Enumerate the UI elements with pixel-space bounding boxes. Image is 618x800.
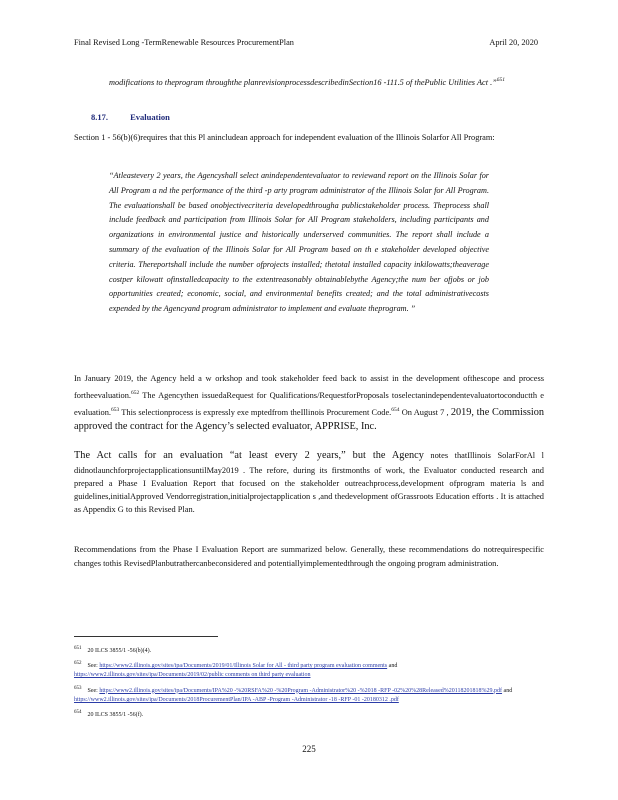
footnote-ref[interactable]: 654 [391, 406, 400, 413]
body-paragraph: Section 1 - 56(b)(6)requires that this Pl anincludean approach for independent evaluation of the Illinois Solarfor All Program: [74, 133, 495, 142]
footnote-text: See: [87, 663, 98, 670]
continued-quote [109, 73, 519, 90]
footnote-text: 20 ILCS 3855/1 -56(f). [87, 712, 144, 719]
paragraph-text: The Agencythen issuedaRequest for Qualifications/RequestforProposals toselectanindependentevaluatortoconductth e evaluation. [74, 390, 544, 417]
footnote-number: 651 [74, 646, 82, 651]
section-number: 8.17. [91, 112, 108, 122]
section-heading [91, 112, 190, 122]
footnote [74, 684, 548, 705]
footnote [74, 659, 548, 680]
body-paragraph [74, 448, 544, 516]
footnote [74, 708, 548, 720]
footnote-separator [74, 636, 218, 637]
page-number: 225 [302, 744, 316, 754]
footnote [74, 644, 548, 656]
footnote-link[interactable]: https://www2.illinois.gov/sites/ipa/Documents/2019/01/Illinois Solar for All - third party program evaluation comments [99, 663, 388, 670]
paragraph-text: This selectionprocess is expressly exe mptedfrom theIllinois Procurement Code. [119, 407, 392, 417]
footnote-ref[interactable]: 651 [496, 77, 506, 83]
paragraph-text: In January 2019, the Agency held a w orkshop and took stakeholder feed back to assist in the development ofthescope and process fortheevaluation. [74, 374, 544, 400]
paragraph-text: On August 7 , [399, 407, 449, 417]
body-paragraph [74, 372, 544, 434]
continued-quote-text: modifications to theprogram throughthe planrevisionprocessdescribedinSection16 -111.5 of thePublic Utilities Act .” [109, 77, 497, 87]
footnote-number: 654 [74, 710, 82, 716]
running-header [74, 38, 538, 47]
block-quote: “Atleastevery 2 years, the Agencyshall select anindependentevaluator to reviewand report on the Illinois Solar for All Program a nd the performance of the third -p arty program administrator of the Illinois Solar for All Program. The evaluationshall be based onobjectivecriteria developedthrougha publicstakeholder process. Theprocess shall include feedback and participation from Illinois Solar for All Program stakeholders, including participants and organizations in environmental justice and historically underserved communities. The report shall include a summary of the evaluation of the Illinois Solar for All Program based on th e stakeholder developed objective criteria. Thereportshall include the number ofprojects installed; thetotal installed capacity inkilowatts;theaverage costper kilowatt ofinstalledcapacity to the extentreasonably obtainablebythe Agency;the num ber ofjobs or job opportunities created; economic, social, and environmental benefits created; and the total administrativecosts expended by the Agencyand program administrator to implement and evaluate theprogram. ” [109, 171, 489, 314]
footnote-text: 20 ILCS 3855/1 -56(b)(4). [87, 648, 152, 654]
footnote-ref[interactable]: 652 [130, 390, 140, 396]
footnote-text: See: [87, 687, 98, 694]
footnotes [74, 644, 548, 723]
body-paragraph: Recommendations from the Phase I Evaluation Report are summarized below. Generally, these recommendations do notrequirespecific changes tothis RevisedPlanbutrathercanbeconsidered and potentiallyimplementedthrough the ongoing program administration. [74, 545, 544, 568]
footnote-link[interactable]: https://www2.illinois.gov/sites/ipa/Documents/2019/02/public comments on third party evaluation [74, 672, 311, 679]
paragraph-text: notes thatIllinois SolarForAl l didnotlaunchforprojectapplicationsuntilMay2019 . The refore, during its firstmonths of work, the Evaluator conducted research and prepared a Phase I Evaluation Report that focused on the stakeholder outreachprocess,development ofprogram materia ls and guidelines,initialApproved Vendorregistration,initialprojectapplication s ,and thedevelopment ofGrassroots Education efforts . It is attached as Appendix G to this Revised Plan. [74, 451, 544, 514]
footnote-text: and [502, 687, 513, 694]
footnote-text: and [387, 663, 398, 670]
section-title: Evaluation [130, 112, 170, 122]
header-date: April 20, 2020 [489, 38, 538, 47]
footnote-link[interactable]: https://www2.illinois.gov/sites/ipa/Documents/IPA%20 -%20RSFA%20 -%20Program -Administrator%20 -%2018 -RFP -02%20%28Released%20118201818%29.pdf [99, 687, 503, 694]
footnote-ref[interactable]: 653 [110, 406, 120, 413]
footnote-link[interactable]: https://www2.illinois.gov/sites/ipa/Documents/2018ProcurementPlan/IPA -ABP -Program -Administrator -18 -RFP -01 -20180312 .pdf [74, 696, 399, 703]
footnote-number: 653 [74, 685, 82, 691]
footnote-number: 652 [74, 661, 82, 667]
header-title: Final Revised Long -TermRenewable Resources ProcurementPlan [74, 38, 294, 47]
paragraph-text-large: The Act calls for an evaluation “at least every 2 years,” but the Agency [74, 450, 424, 461]
paragraph-text-large: 2019, the Commission approved the contract for the Agency’s selected evaluator, APPRISE, Inc. [74, 406, 545, 432]
